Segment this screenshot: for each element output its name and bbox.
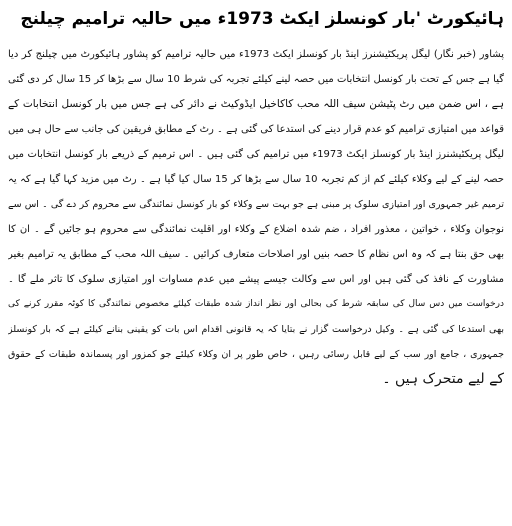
article-line: نوجوان وکلاء ، خواتین ، معذور افراد ، ضم شدہ اضلاع کے وکلاء اور اقلیت نمائندگی سے محروم ہو جائیں گے ۔ ان کا (8, 224, 504, 235)
article-line: حصہ لینے کے لیے وکلاء کیلئے کم از کم تجربہ 10 سال سے بڑھا کر 15 سال کیا گیا ہے ۔ رٹ میں مزید کہا گیا ہے کہ یہ (8, 174, 504, 185)
article-body (8, 42, 504, 392)
article-line: جمہوری ، جامع اور سب کے لیے قابل رسائی رہیں ، خاص طور پر ان وکلاء کیلئے جو کمزور اور پسماندہ طبقات کے حقوق (8, 349, 504, 360)
article-line: کے لیے متحرک ہیں ۔ (382, 371, 504, 387)
article-line: قواعد میں امتیازی ترامیم کو عدم قرار دینے کی استدعا کی گئی ہے ۔ رٹ کے مطابق فریقین کی جانب سے حال ہی میں (8, 124, 504, 135)
article-line: ہے ، اس ضمن میں رٹ پٹیشن سیف اللہ محب کاکاخیل ایڈوکیٹ نے دائر کی ہے جس میں بار کونسل انتخابات کے (8, 98, 504, 110)
article-line: گیا ہے جس کے تحت بار کونسل انتخابات میں حصہ لینے کیلئے تجربہ کی شرط 10 سال سے بڑھا کر 15 سال کر دی گئی (8, 74, 504, 85)
article-line: بھی استدعا کی گئی ہے ۔ وکیل درخواست گزار نے بتایا کہ یہ قانونی اقدام اس بات کو یقینی بنانے کیلئے ہے کہ بار کونسلز (8, 324, 504, 335)
article-line: درخواست میں دس سال کی سابقہ شرط کی بحالی اور نظر انداز شدہ طبقات کیلئے مخصوص نمائندگی کا کوٹہ مقرر کرنے کی (8, 299, 504, 309)
article-line: بھی حق بنتا ہے کہ وہ اس نظام کا حصہ بنیں اور اصلاحات متعارف کرائیں ۔ سیف اللہ محب کے مطابق یہ ترامیم بغیر (8, 249, 504, 260)
headline: ہائیکورٹ 'بار کونسلز ایکٹ 1973ء میں حالیہ ترامیم چیلنج (20, 9, 504, 29)
article-line: لیگل پریکٹیشنرز اینڈ بار کونسلز ایکٹ 1973ء میں ترامیم کی گئی ہیں ۔ اس ترمیم کے ذریعے بار کونسل انتخابات میں (8, 149, 504, 160)
article-line: پشاور (خبر نگار) لیگل پریکٹیشنرز اینڈ بار کونسلز ایکٹ 1973ء میں حالیہ ترامیم کو پشاور ہائیکورٹ میں چیلنج کر دیا (8, 49, 504, 60)
article-line: مشاورت کے نافذ کی گئی ہیں اور اس سے وکالت جیسے پیشے میں عدم مساوات اور امتیازی سلوک کا تاثر ملے گا ۔ (8, 274, 504, 285)
article-line: ترمیم غیر جمہوری اور امتیازی سلوک پر مبنی ہے جو بہت سے وکلاء کو بار کونسل نمائندگی سے محروم کر دے گی ۔ اس سے (8, 199, 504, 210)
